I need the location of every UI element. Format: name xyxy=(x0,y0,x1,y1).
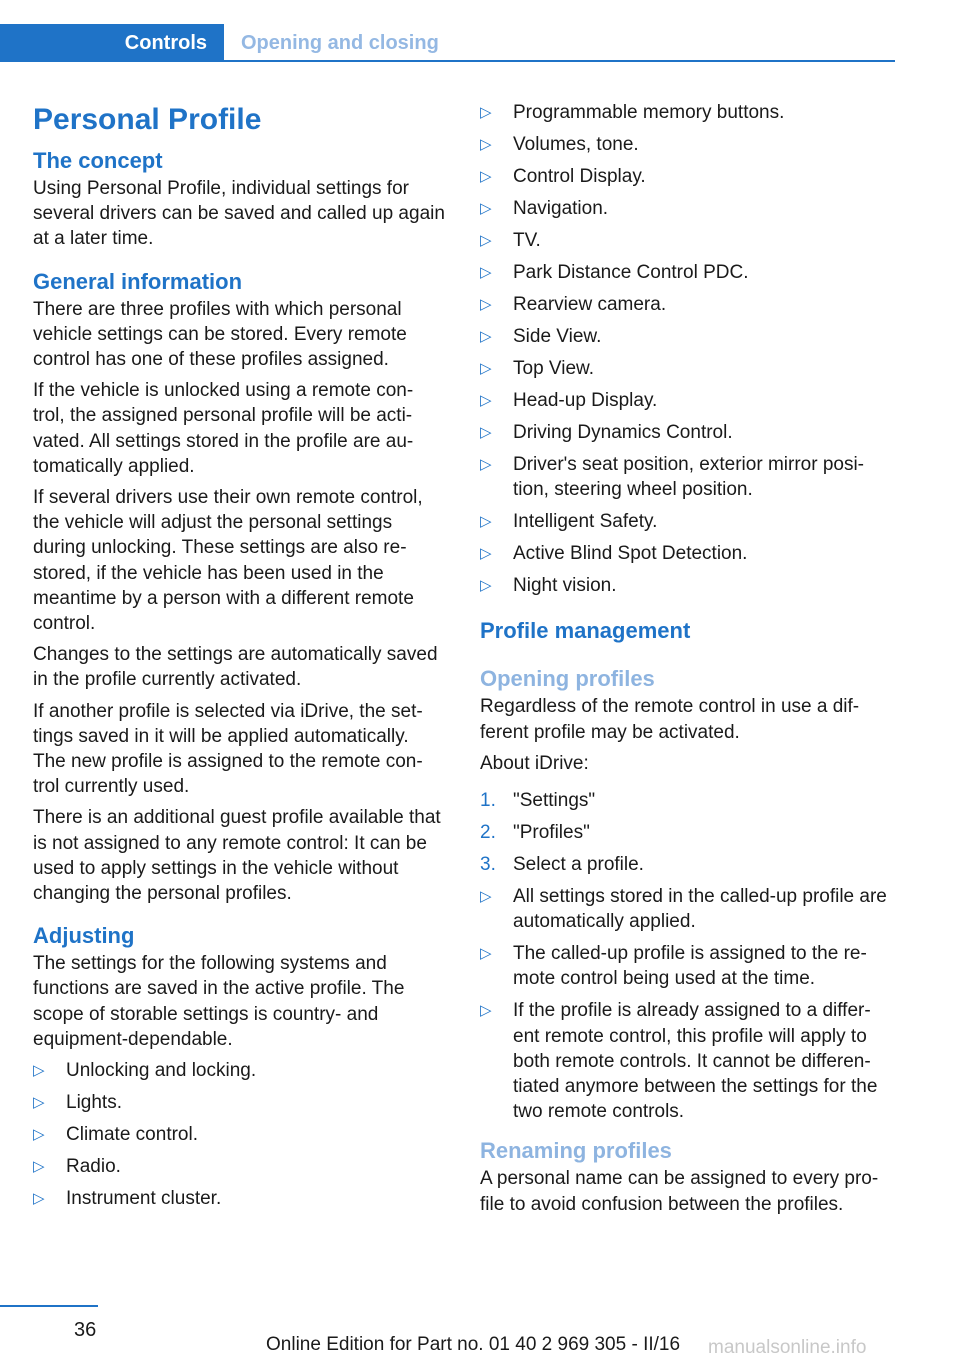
list-item: ▷ Active Blind Spot Detection. xyxy=(480,541,900,566)
list-item: ▷ Head-up Display. xyxy=(480,388,900,413)
list-item: ▷ Rearview camera. xyxy=(480,292,900,317)
triangle-bullet-icon: ▷ xyxy=(480,1002,492,1020)
right-column xyxy=(480,100,900,1223)
step-number: 2. xyxy=(480,822,496,844)
triangle-bullet-icon: ▷ xyxy=(480,168,492,185)
opening-profiles-heading: Opening profiles xyxy=(480,666,655,692)
general-paragraph: There are three profiles with which personal vehicle settings can be stored. Every remote control has one of these profiles assigned. xyxy=(33,298,407,371)
opening-paragraph: Regardless of the remote control in use a dif‐ ferent profile may be activated. xyxy=(480,696,860,743)
list-item: ▷ Intelligent Safety. xyxy=(480,509,900,534)
triangle-bullet-icon: ▷ xyxy=(33,1094,45,1112)
triangle-bullet-icon: ▷ xyxy=(33,1062,45,1080)
list-item: ▷ Side View. xyxy=(480,324,900,349)
triangle-bullet-icon: ▷ xyxy=(480,545,492,563)
tab-controls[interactable]: Controls xyxy=(0,24,224,62)
page-number: 36 xyxy=(74,1319,97,1341)
profile-management-heading: Profile management xyxy=(480,618,691,644)
triangle-bullet-icon: ▷ xyxy=(480,136,492,153)
triangle-bullet-icon: ▷ xyxy=(480,513,492,531)
list-item: ▷ The called-up profile is assigned to the re‐ mote control being used at the time. xyxy=(480,943,867,990)
renaming-profiles-heading: Renaming profiles xyxy=(480,1138,672,1164)
triangle-bullet-icon: ▷ xyxy=(480,360,492,377)
list-item: ▷ Unlocking and locking. xyxy=(33,1058,445,1083)
triangle-bullet-icon: ▷ xyxy=(480,264,492,281)
list-item: ▷ Driving Dynamics Control. xyxy=(480,420,900,445)
list-item: ▷ Top View. xyxy=(480,356,900,381)
list-item: ▷ Volumes, tone. xyxy=(480,132,900,157)
list-item: ▷ Park Distance Control PDC. xyxy=(480,260,900,285)
triangle-bullet-icon: ▷ xyxy=(33,1126,45,1144)
left-column xyxy=(33,98,445,1218)
triangle-bullet-icon: ▷ xyxy=(33,1190,45,1208)
list-item: ▷ If the profile is already assigned to a differ‐ ent remote control, this profile will apply to both remote controls. It cannot be differen‐ tiated anymore between the settings for the two remote controls. xyxy=(480,1000,878,1123)
results-list xyxy=(480,884,900,1124)
triangle-bullet-icon: ▷ xyxy=(480,577,492,595)
step-item: 3. Select a profile. xyxy=(480,852,900,877)
triangle-bullet-icon: ▷ xyxy=(480,456,492,473)
list-item: ▷ Climate control. xyxy=(33,1122,445,1147)
stored-settings-list xyxy=(480,100,900,598)
footer-divider xyxy=(0,1305,98,1307)
general-paragraph: If several drivers use their own remote control, the vehicle will adjust the personal settings during unlocking. These settings are also re‐ stored, if the vehicle has been used in the meantime by a person with a different remote control. xyxy=(33,487,423,635)
page-title: Personal Profile xyxy=(33,103,262,136)
step-item: 2. "Profiles" xyxy=(480,820,900,845)
general-paragraph: There is an additional guest profile available that is not assigned to any remote control: It can be used to apply settings in the vehicle without changing the personal profiles. xyxy=(33,807,441,905)
general-paragraph: If the vehicle is unlocked using a remote con‐ trol, the assigned personal profile will be acti‐ vated. All settings stored in the profile are au‐ tomatically applied. xyxy=(33,380,414,477)
list-item: ▷ All settings stored in the called-up profile are automatically applied. xyxy=(480,886,887,933)
adjusting-paragraph: The settings for the following systems and functions are saved in the active profile. The scope of storable settings is country- and equipment-dependable. xyxy=(33,953,405,1050)
header-divider xyxy=(224,60,895,62)
steps-list xyxy=(480,788,900,877)
triangle-bullet-icon: ▷ xyxy=(480,328,492,345)
adjusting-heading: Adjusting xyxy=(33,923,135,949)
general-information-heading: General information xyxy=(33,268,243,294)
triangle-bullet-icon: ▷ xyxy=(480,392,492,409)
list-item: ▷ TV. xyxy=(480,228,900,253)
concept-heading: The concept xyxy=(33,148,163,173)
list-item: ▷ Driver's seat position, exterior mirror posi‐ tion, steering wheel position. xyxy=(480,454,864,501)
list-item: ▷ Lights. xyxy=(33,1090,445,1115)
triangle-bullet-icon: ▷ xyxy=(480,104,492,121)
adjusting-list xyxy=(33,1058,445,1211)
tab-opening-and-closing[interactable]: Opening and closing xyxy=(241,31,439,54)
general-paragraph: Changes to the settings are automatically saved in the profile currently activated. xyxy=(33,644,438,691)
step-item: 1. "Settings" xyxy=(480,788,900,813)
list-item: ▷ Programmable memory buttons. xyxy=(480,100,900,125)
renaming-paragraph: A personal name can be assigned to every pro‐ file to avoid confusion between the profiles. xyxy=(480,1168,879,1215)
list-item: ▷ Control Display. xyxy=(480,164,900,189)
watermark: manualsonline.info xyxy=(708,1337,867,1358)
step-number: 3. xyxy=(480,854,496,876)
list-item: ▷ Night vision. xyxy=(480,573,900,598)
triangle-bullet-icon: ▷ xyxy=(480,888,492,906)
triangle-bullet-icon: ▷ xyxy=(480,296,492,313)
list-item: ▷ Radio. xyxy=(33,1154,445,1179)
step-number: 1. xyxy=(480,790,496,812)
list-item: ▷ Navigation. xyxy=(480,196,900,221)
concept-paragraph: Using Personal Profile, individual settings for several drivers can be saved and called up again at a later time. xyxy=(33,178,445,250)
general-paragraph: If another profile is selected via iDrive, the set‐ tings saved in it will be applied automatically. The new profile is assigned to the remote con‐ trol currently used. xyxy=(33,700,423,798)
about-idrive: About iDrive: xyxy=(480,752,589,774)
triangle-bullet-icon: ▷ xyxy=(480,424,492,441)
triangle-bullet-icon: ▷ xyxy=(33,1158,45,1176)
edition-note: Online Edition for Part no. 01 40 2 969 305 - II/16 xyxy=(266,1334,681,1355)
triangle-bullet-icon: ▷ xyxy=(480,945,492,963)
triangle-bullet-icon: ▷ xyxy=(480,200,492,217)
triangle-bullet-icon: ▷ xyxy=(480,232,492,249)
list-item: ▷ Instrument cluster. xyxy=(33,1186,445,1211)
